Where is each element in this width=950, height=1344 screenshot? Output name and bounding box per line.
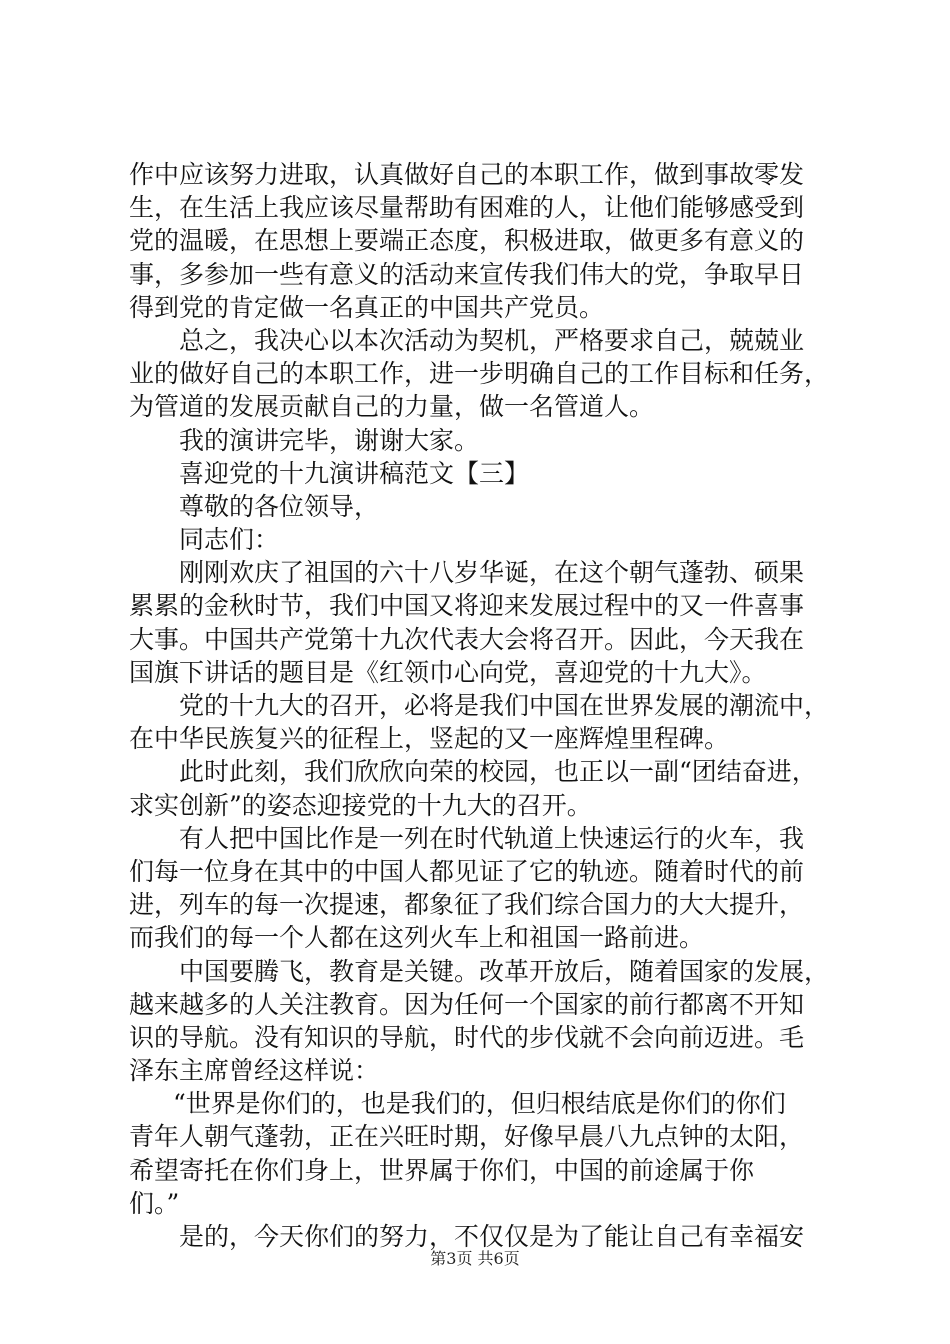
text-line: 党的温暖，在思想上要端正态度，积极进取，做更多有意义的: [129, 226, 805, 256]
text-line: 中国要腾飞，教育是关键。改革开放后，随着国家的发展，: [179, 956, 830, 986]
text-line: 泽东主席曾经这样说：: [129, 1056, 380, 1086]
text-line: 越来越多的人关注教育。因为任何一个国家的前行都离不开知: [129, 989, 805, 1019]
text-line: “世界是你们的，也是我们的，但归根结底是你们的你们: [173, 1089, 786, 1119]
text-line: 事，多参加一些有意义的活动来宣传我们伟大的党，争取早日: [129, 259, 805, 289]
text-line: 希望寄托在你们身上，世界属于你们，中国的前途属于你: [129, 1155, 755, 1185]
text-line: 进，列车的每一次提速，都象征了我们综合国力的大大提升，: [129, 890, 805, 920]
document-body: [129, 158, 831, 1253]
text-line: 累累的金秋时节，我们中国又将迎来发展过程中的又一件喜事: [129, 591, 805, 621]
text-line: 尊敬的各位领导，: [179, 491, 380, 521]
text-line: 党的十九大的召开，必将是我们中国在世界发展的潮流中，: [179, 691, 830, 720]
text-line: 而我们的每一个人都在这列火车上和祖国一路前进。: [129, 923, 705, 953]
text-line: 们每一位身在其中的中国人都见证了它的轨迹。随着时代的前: [129, 856, 805, 886]
text-line: 青年人朝气蓬勃，正在兴旺时期，好像早晨八九点钟的太阳，: [129, 1122, 805, 1152]
text-line: 为管道的发展贡献自己的力量，做一名管道人。: [129, 392, 655, 422]
text-line: 我的演讲完毕，谢谢大家。: [179, 425, 480, 455]
text-line: 此时此刻，我们欣欣向荣的校园，也正以一副“团结奋进，: [179, 757, 817, 787]
text-line: 有人把中国比作是一列在时代轨道上快速运行的火车，我: [179, 823, 805, 853]
text-line: 求实创新”的姿态迎接党的十九大的召开。: [129, 790, 592, 820]
text-line: 刚刚欢庆了祖国的六十八岁华诞，在这个朝气蓬勃、硕果: [179, 558, 805, 588]
text-line: 识的导航。没有知识的导航，时代的步伐就不会向前迈进。毛: [129, 1022, 805, 1052]
text-line: 国旗下讲话的题目是《红领巾心向党，喜迎党的十九大》。: [129, 657, 767, 687]
page-footer: 第3页 共6页: [430, 1249, 520, 1268]
text-line: 生，在生活上我应该尽量帮助有困难的人，让他们能够感受到: [129, 193, 805, 223]
text-line: 业的做好自己的本职工作，进一步明确自己的工作目标和任务，: [129, 359, 830, 389]
text-line: 在中华民族复兴的征程上，竖起的又一座辉煌里程碑。: [129, 724, 730, 754]
text-line: 得到党的肯定做一名真正的中国共产党员。: [129, 292, 605, 322]
text-line: 作中应该努力进取，认真做好自己的本职工作，做到事故零发: [129, 160, 805, 189]
text-line: 同志们：: [179, 525, 280, 555]
text-line: 是的，今天你们的努力，不仅仅是为了能让自己有幸福安: [179, 1222, 805, 1251]
text-line: 总之，我决心以本次活动为契机，严格要求自己，兢兢业: [179, 325, 805, 355]
text-line: 们。”: [129, 1188, 180, 1218]
text-line: 大事。中国共产党第十九次代表大会将召开。因此，今天我在: [129, 624, 805, 654]
text-line: 喜迎党的十九演讲稿范文【三】: [179, 458, 530, 488]
